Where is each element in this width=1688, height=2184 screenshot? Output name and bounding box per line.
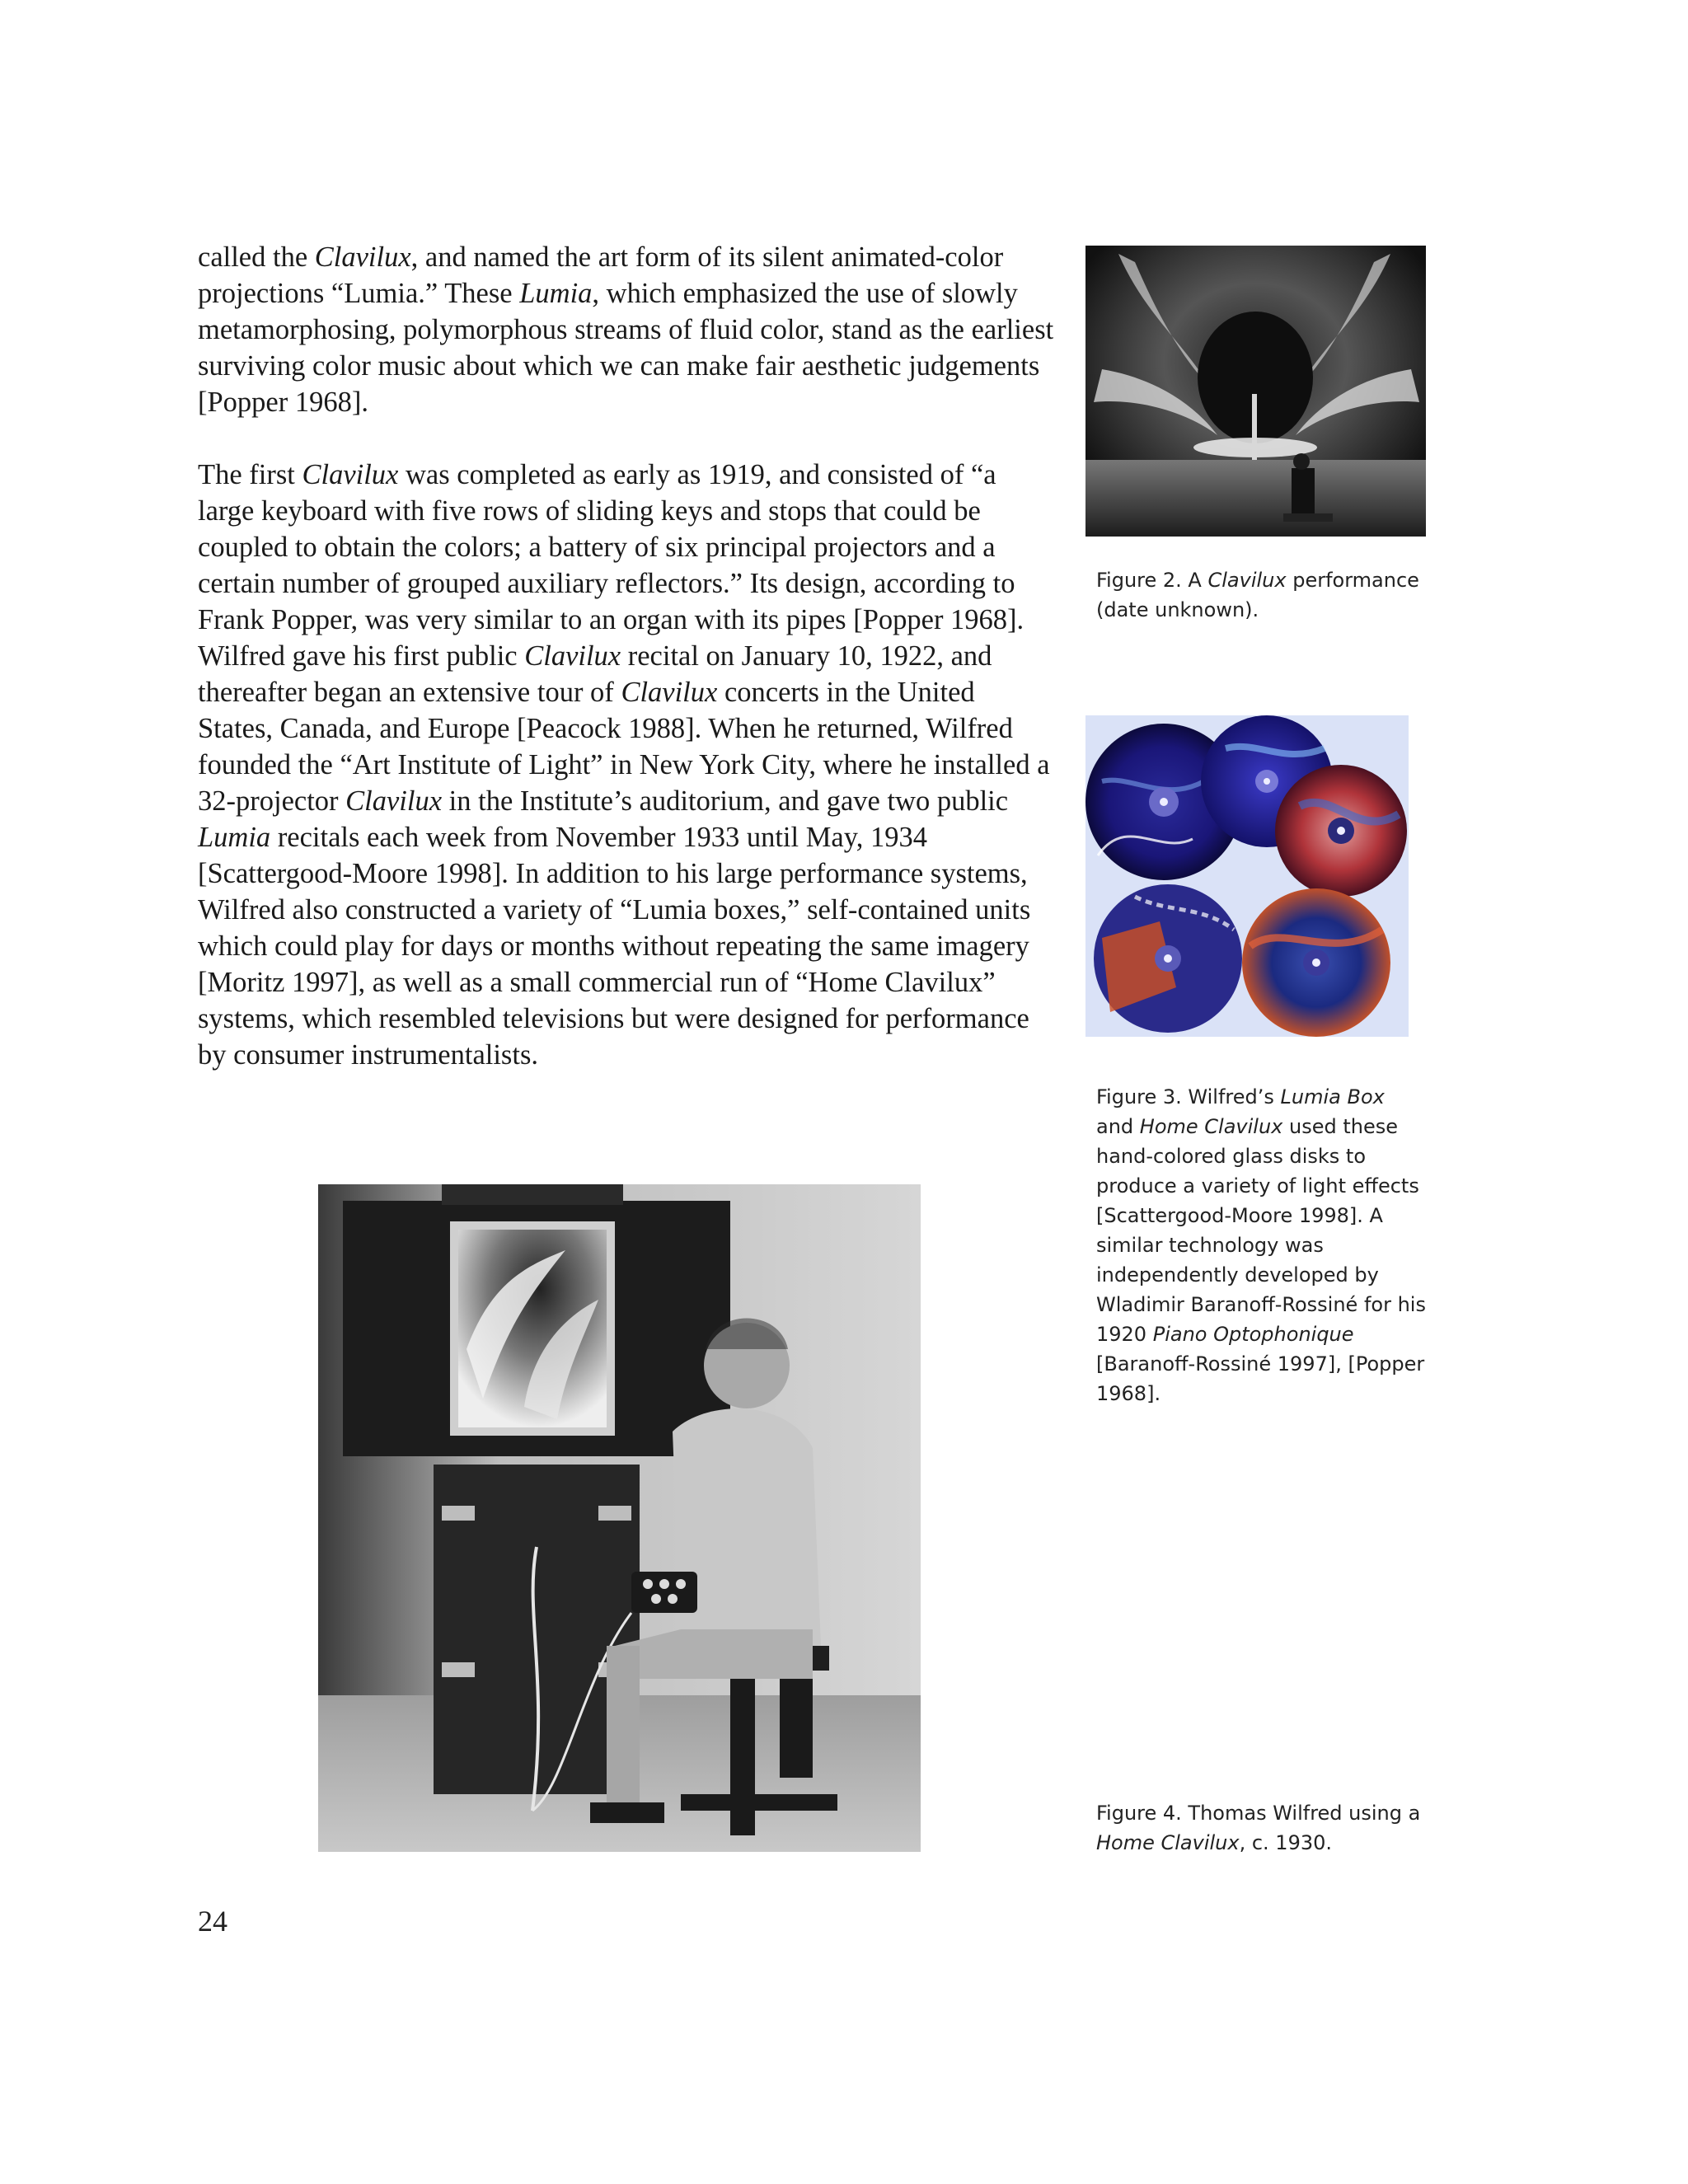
figure-2-image bbox=[1085, 246, 1426, 537]
italic-term: Lumia bbox=[198, 822, 271, 853]
italic-term: Home Clavilux bbox=[1096, 1831, 1240, 1854]
body-text bbox=[198, 239, 1055, 1109]
figure-4-caption: Figure 4. Thomas Wilfred using a Home Clavilux, c. 1930. bbox=[1096, 1802, 1421, 1854]
italic-term: Lumia bbox=[519, 278, 593, 309]
italic-term: Lumia Box bbox=[1280, 1085, 1385, 1108]
paragraph-2: The first Clavilux was completed as early as 1919, and consisted of “a large keyboard with five rows of sliding keys and stops that could be coupled to obtain the colors; a battery of six principal projectors and a certain number of grouped auxiliary reflectors.” Its design, according to Frank Popper, was very similar to an organ with its pipes [Popper 1968]. Wilfred gave his first public Clavilux recital on January 10, 1922, and thereafter began an extensive tour of Clavilux concerts in the United States, Canada, and Europe [Peacock 1988]. When he returned, Wilfred founded the “Art Institute of Light” in New York City, where he installed a 32-projector Clavilux in the Institute’s auditorium, and gave two public Lumia recitals each week from November 1933 until May, 1934 [Scattergood-Moore 1998]. In addition to his large performance systems, Wilfred also constructed a variety of “Lumia boxes,” self-contained units which could play for days or months without repeating the same imagery [Moritz 1997], as well as a small commercial run of “Home Clavilux” systems, which resembled televisions but were designed for performance by consumer instrumentalists. bbox=[198, 459, 1050, 1071]
italic-term: Clavilux bbox=[1207, 569, 1287, 592]
italic-term: Home Clavilux bbox=[1139, 1115, 1283, 1138]
paragraph-1: called the Clavilux, and named the art form of its silent animated-color projections “Lumia.” These Lumia, which emphasized the use of slowly metamorphosing, polymorphous streams of fluid color, stand as the earliest surviving color music about which we can make fair aesthetic judgements [Popper 1968]. bbox=[198, 241, 1054, 418]
italic-term: Piano Optophonique bbox=[1152, 1323, 1354, 1346]
figure-3-image bbox=[1085, 715, 1409, 1037]
italic-term: Clavilux bbox=[302, 459, 399, 490]
page-number: 24 bbox=[198, 1905, 227, 1938]
italic-term: Clavilux bbox=[314, 241, 411, 273]
figure-3-caption: Figure 3. Wilfred’s Lumia Box and Home Clavilux used these hand-colored glass disks to produce a variety of light effects [Scattergood-Moore 1998]. A similar technology was independently developed by Wladimir Baranoff-Rossiné for his 1920 Piano Optophonique [Baranoff-Rossiné 1997], [Popper 1968]. bbox=[1096, 1085, 1426, 1405]
italic-term: Clavilux bbox=[345, 785, 443, 817]
figure-4-image bbox=[318, 1184, 921, 1852]
italic-term: Clavilux bbox=[524, 640, 621, 672]
italic-term: Clavilux bbox=[621, 677, 718, 708]
figure-2-caption: Figure 2. A Clavilux performance (date unknown). bbox=[1096, 569, 1419, 621]
